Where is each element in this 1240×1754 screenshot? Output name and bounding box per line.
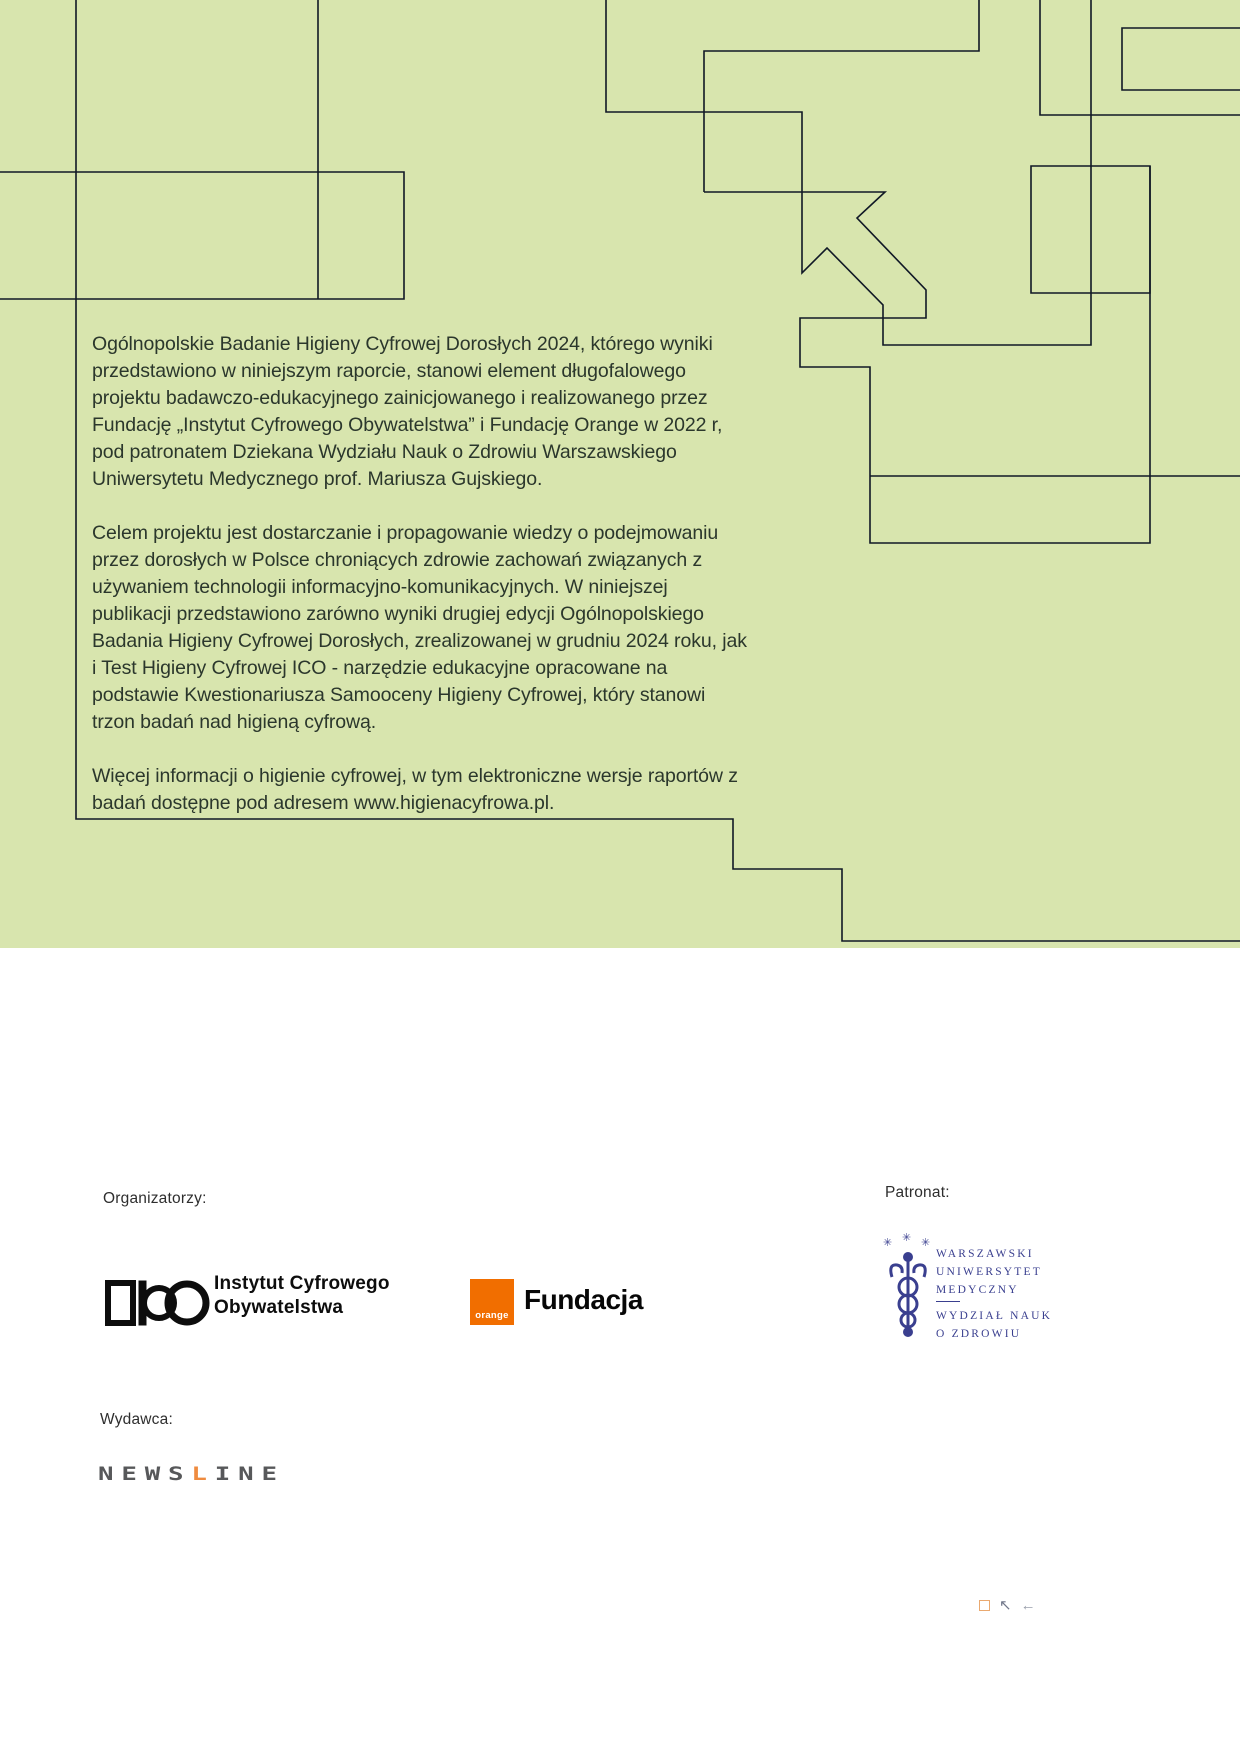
- wum-faculty-line1: WYDZIAŁ NAUK: [936, 1310, 1053, 1322]
- intro-text-block: [92, 331, 748, 844]
- wum-university-name: [936, 1245, 1042, 1299]
- ico-name-line2: Obywatelstwa: [214, 1297, 344, 1318]
- left-rectangle: [0, 172, 404, 299]
- patron-label: Patronat:: [885, 1184, 950, 1201]
- svg-text:✳: ✳: [921, 1236, 931, 1249]
- organizers-label: Organizatorzy:: [103, 1190, 207, 1207]
- arrow-northwest-icon[interactable]: ↖: [999, 1597, 1012, 1614]
- top-right-corner-line: [1040, 0, 1240, 115]
- publisher-label: Wydawca:: [100, 1411, 173, 1428]
- orange-foundation-label: Fundacja: [524, 1284, 643, 1315]
- top-right-rectangle: [1122, 28, 1240, 90]
- intro-paragraph-1: Ogólnopolskie Badanie Higieny Cyfrowej Dorosłych 2024, którego wyniki przedstawiono w niniejszym raporcie, stanowi element długofalowego projektu badawczo-edukacyjnego zainicjowanego i realizowanego przez Fundację „Instytut Cyfrowego Obywatelstwa” i Fundację Orange w 2022 r, pod patronatem Dziekana Wydziału Nauk o Zdrowiu Warszawskiego Uniwersytetu Medycznego prof. Mariusza Gujskiego.: [92, 333, 723, 490]
- newsline-pre: NEWS: [98, 1464, 192, 1485]
- wum-line2: UNIWERSYTET: [936, 1266, 1042, 1278]
- top-middle-step-line: [704, 0, 979, 192]
- svg-text:✳: ✳: [883, 1236, 893, 1249]
- cursor-arrow-line: [704, 166, 1150, 543]
- wum-line3: MEDYCZNY: [936, 1284, 1019, 1296]
- intro-paragraph-3: Więcej informacji o higienie cyfrowej, w tym elektroniczne wersje raportów z badań dostępne pod adresem www.higienacyfrowa.pl.: [92, 765, 738, 814]
- intro-paragraph-2: Celem projektu jest dostarczanie i propagowanie wiedzy o podejmowaniu przez dorosłych w Polsce chroniących zdrowie zachowań związanych z używaniem technologii informacyjno-komunikacyjnych. W niniejszej publikacji przedstawiono zarówno wyniki drugiej edycji Ogólnopolskiego Badania Higieny Cyfrowej Dorosłych, zrealizowanej w grudniu 2024 roku, jak i Test Higieny Cyfrowej ICO - narzędzie edukacyjne opracowane na podstawie Kwestionariusza Samooceny Higieny Cyfrowej, który stanowi trzon badań nad higieną cyfrową.: [92, 522, 747, 733]
- newsline-post: INE: [214, 1464, 285, 1485]
- wum-divider: [936, 1301, 960, 1302]
- ico-wordmark: [214, 1272, 390, 1320]
- newsline-accent-letter: L: [191, 1464, 215, 1485]
- ico-name-line1: Instytut Cyfrowego: [214, 1273, 390, 1294]
- svg-text:✳: ✳: [902, 1232, 912, 1244]
- orange-brand-word: orange: [475, 1310, 509, 1321]
- wum-line1: WARSZAWSKI: [936, 1248, 1034, 1260]
- newsline-logo: [98, 1464, 285, 1485]
- square-outline-icon[interactable]: [979, 1600, 990, 1611]
- wum-faculty-name: [936, 1307, 1052, 1343]
- arrow-left-icon[interactable]: ←: [1020, 1597, 1036, 1614]
- caduceus-icon: [880, 1232, 940, 1342]
- ico-logo-icon: [103, 1276, 213, 1332]
- page-corner-controls: [979, 1598, 1036, 1613]
- wum-faculty-line2: O ZDROWIU: [936, 1328, 1022, 1340]
- orange-logo-icon: [470, 1279, 514, 1325]
